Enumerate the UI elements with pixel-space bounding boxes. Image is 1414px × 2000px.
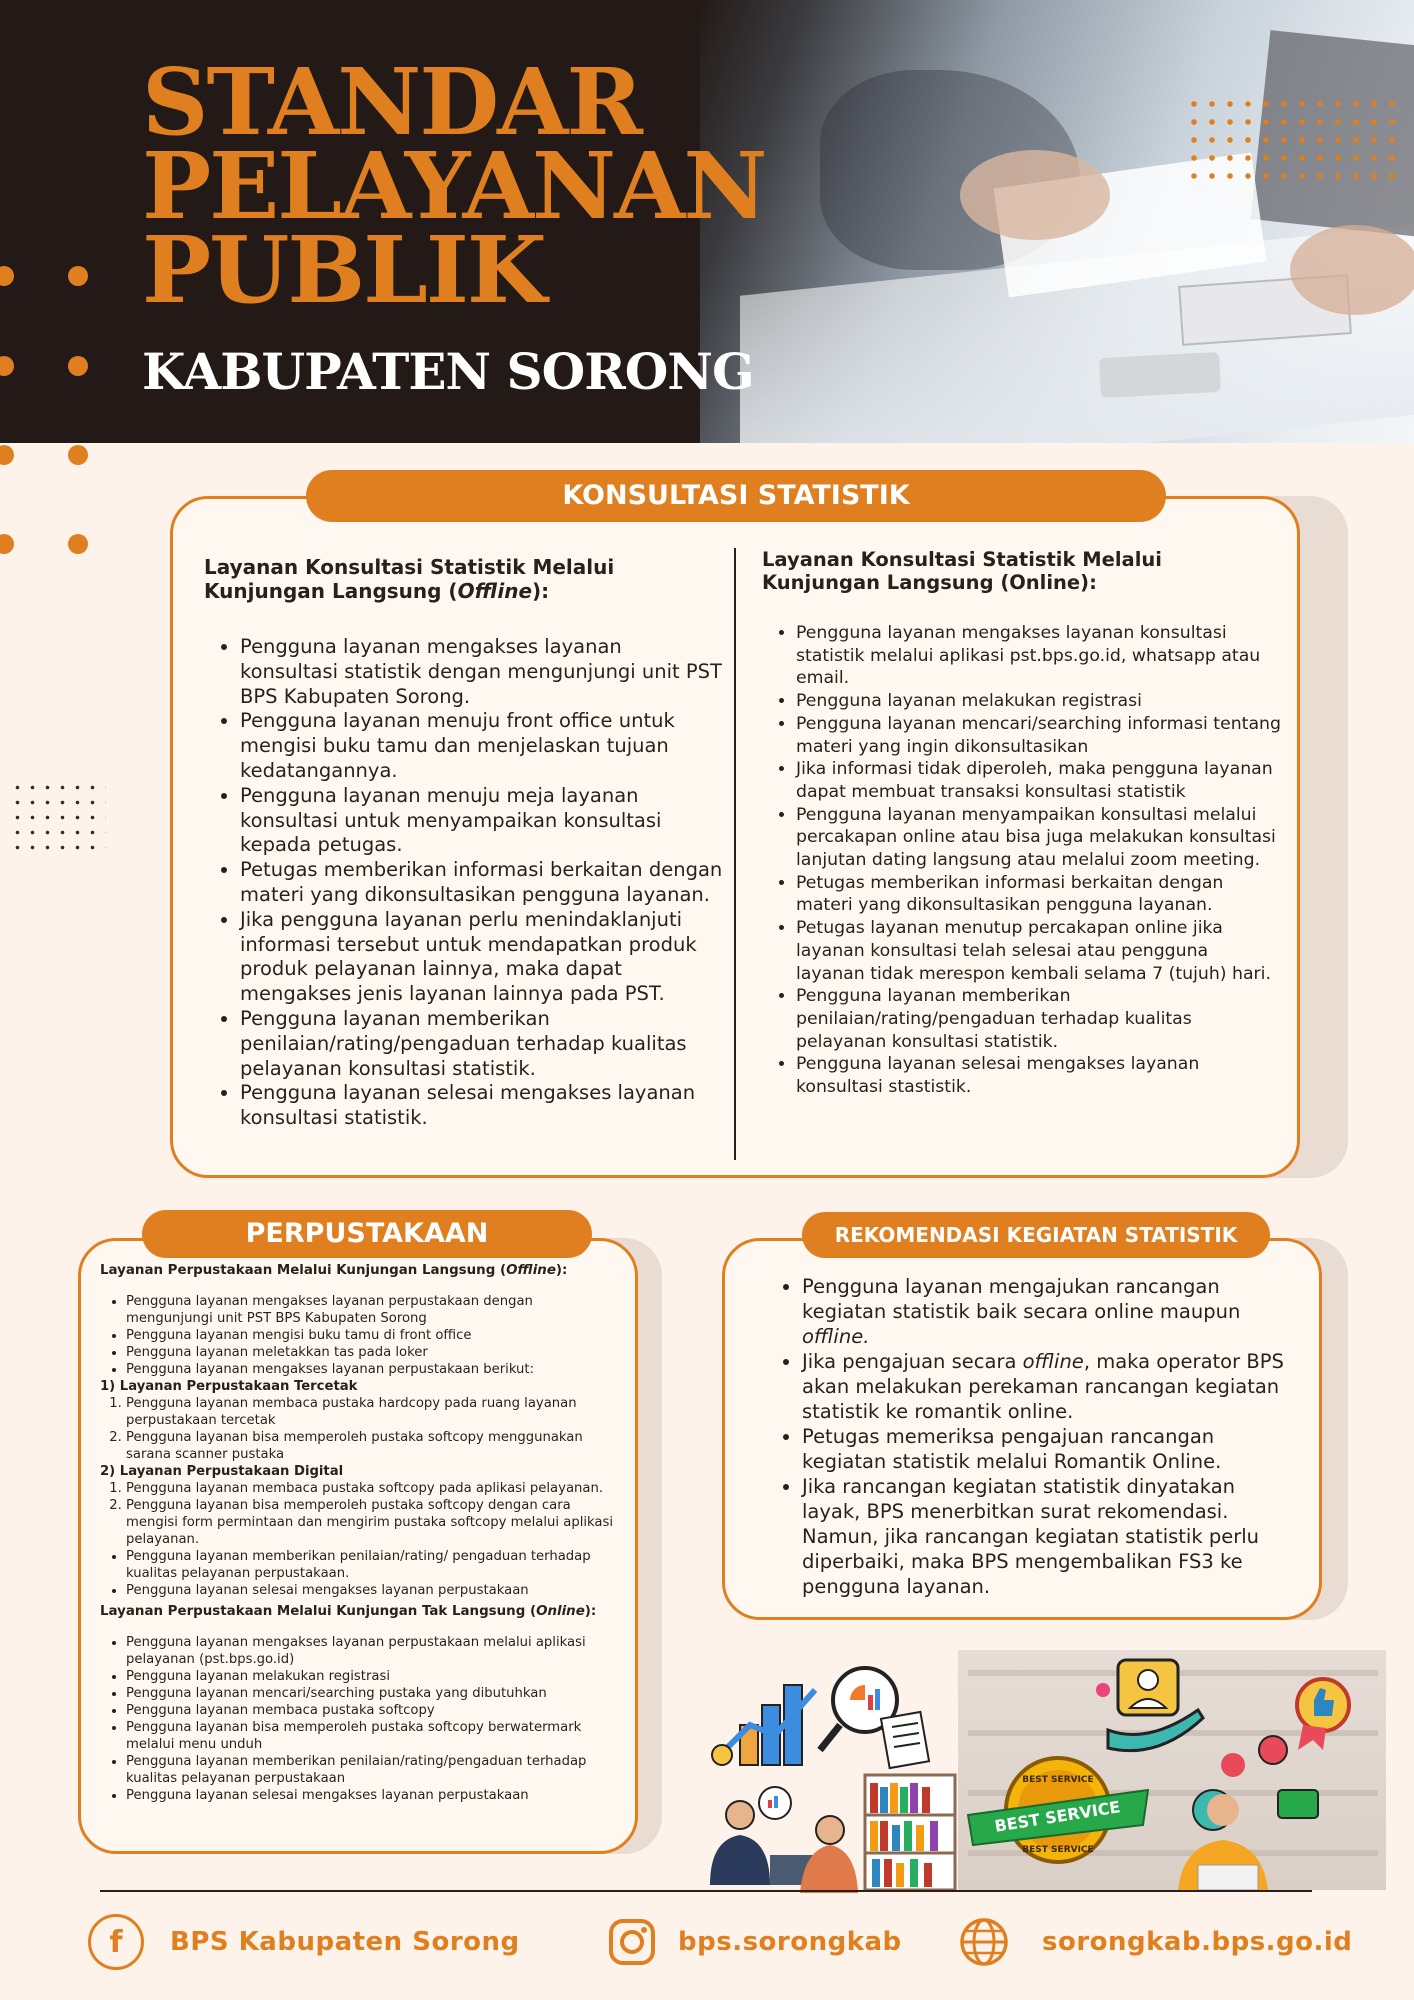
footer-instagram[interactable] xyxy=(604,1912,902,1972)
list-item: • Pengguna layanan mengakses layanan konsultasi statistik melalui aplikasi pst.bps.go.id, whatsapp atau email. xyxy=(796,622,1282,690)
list-item: • Pengguna layanan melakukan registrasi xyxy=(126,1668,620,1685)
list-item: • Pengguna layanan mengakses layanan konsultasi statistik dengan mengunjungi unit PST BPS Kabupaten Sorong. xyxy=(240,635,724,709)
konsultasi-online-column xyxy=(762,548,1282,1099)
website-url: sorongkab.bps.go.id xyxy=(1042,1927,1353,1957)
list-item: • Pengguna layanan menuju meja layanan konsultasi untuk menyampaikan konsultasi kepada petugas. xyxy=(240,784,724,858)
badge-main-text: BEST SERVICE xyxy=(993,1797,1122,1836)
list-item: • Pengguna layanan bisa memperoleh pustaka softcopy berwatermark melalui menu unduh xyxy=(126,1719,620,1753)
decorative-dot xyxy=(68,266,88,286)
list-item: • Pengguna layanan memberikan penilaian/rating/ pengaduan terhadap kualitas pelayanan perpustakaan. xyxy=(126,1548,620,1582)
list-item: • Pengguna layanan meletakkan tas pada loker xyxy=(126,1344,620,1361)
konsultasi-heading: KONSULTASI STATISTIK xyxy=(306,470,1166,522)
globe-icon xyxy=(956,1914,1012,1970)
badge-top-text: BEST SERVICE xyxy=(1022,1775,1094,1785)
page-subtitle: KABUPATEN SORONG xyxy=(142,342,754,401)
rekomendasi-content xyxy=(768,1274,1288,1599)
perpustakaan-cetak-list xyxy=(100,1395,620,1463)
bar-chart-icon xyxy=(712,1685,815,1765)
decorative-dot xyxy=(0,534,14,554)
consultation-people-icon xyxy=(710,1787,858,1893)
list-item: • Pengguna layanan mengisi buku tamu di front office xyxy=(126,1327,620,1344)
list-item: • Pengguna layanan selesai mengakses layanan perpustakaan xyxy=(126,1787,620,1804)
list-item: • Pengguna layanan memberikan penilaian/rating/pengaduan terhadap kualitas pelayanan konsultasi statistik. xyxy=(240,1007,724,1081)
perpustakaan-offline-list-end xyxy=(100,1548,620,1599)
rekomendasi-list xyxy=(768,1274,1288,1599)
list-item: • Pengguna layanan mengakses layanan perpustakaan dengan mengunjungi unit PST BPS Kabupaten Sorong xyxy=(126,1293,620,1327)
decorative-dot xyxy=(0,445,14,465)
instagram-icon xyxy=(604,1914,660,1970)
best-service-badge xyxy=(968,1758,1148,1862)
list-item: 2. Pengguna layanan bisa memperoleh pustaka softcopy menggunakan sarana scanner pustaka xyxy=(126,1429,620,1463)
title-line-3: PUBLIK xyxy=(142,216,545,324)
konsultasi-offline-column xyxy=(204,555,724,1131)
list-item: • Pengguna layanan mencari/searching pustaka yang dibutuhkan xyxy=(126,1685,620,1702)
list-item: • Pengguna layanan memberikan penilaian/rating/pengaduan terhadap kualitas pelayanan perpustakaan xyxy=(126,1753,620,1787)
bookshelf-icon xyxy=(865,1775,955,1890)
best-service-illustration xyxy=(958,1650,1386,1890)
title-line-2: PELAYANAN xyxy=(142,132,766,240)
facebook-handle: BPS Kabupaten Sorong xyxy=(170,1927,520,1957)
instagram-handle: bps.sorongkab xyxy=(678,1927,902,1957)
decorative-small-dots xyxy=(10,780,106,852)
list-item: • Pengguna layanan menyampaikan konsultasi melalui percakapan online atau bisa juga melakukan konsultasi lanjutan dating langsung atau melalui zoom meeting. xyxy=(796,804,1282,872)
list-item: • Petugas memeriksa pengajuan rancangan kegiatan statistik melalui Romantik Online. xyxy=(802,1424,1288,1474)
header-banner xyxy=(0,0,1414,443)
perpustakaan-offline-list xyxy=(100,1293,620,1378)
list-item: 1. Pengguna layanan membaca pustaka hardcopy pada ruang layanan perpustakaan tercetak xyxy=(126,1395,620,1429)
footer-website[interactable] xyxy=(956,1912,1352,1972)
konsultasi-online-list xyxy=(762,622,1282,1099)
list-item: • Pengguna layanan selesai mengakses layanan konsultasi stastistik. xyxy=(796,1053,1282,1098)
rekomendasi-heading: REKOMENDASI KEGIATAN STATISTIK xyxy=(802,1212,1270,1258)
perpustakaan-digital-list xyxy=(100,1480,620,1548)
konsultasi-offline-title: Layanan Konsultasi Statistik Melalui Kunjungan Langsung (Offline): xyxy=(204,555,615,603)
list-item: • Pengguna layanan selesai mengakses layanan perpustakaan xyxy=(126,1582,620,1599)
list-item: • Pengguna layanan membaca pustaka softcopy xyxy=(126,1702,620,1719)
list-item: • Petugas layanan menutup percakapan online jika layanan konsultasi telah selesai atau pengguna layanan tidak merespon kembali selama 7 (tujuh) hari. xyxy=(796,917,1282,985)
konsultasi-online-title: Layanan Konsultasi Statistik Melalui Kunjungan Langsung (Online): xyxy=(762,548,1162,594)
list-item: • Pengguna layanan mengajukan rancangan kegiatan statistik baik secara online maupun offline. xyxy=(802,1274,1288,1349)
title-line-1: STANDAR xyxy=(142,48,641,156)
perpustakaan-online-title: Layanan Perpustakaan Melalui Kunjungan Tak Langsung (Online): xyxy=(100,1604,597,1619)
decorative-dot xyxy=(68,445,88,465)
perpustakaan-digital-title: 2) Layanan Perpustakaan Digital xyxy=(100,1464,344,1479)
list-item: • Pengguna layanan menuju front office untuk mengisi buku tamu dan menjelaskan tujuan kedatangannya. xyxy=(240,709,724,783)
page-title xyxy=(142,48,766,324)
footer-facebook[interactable] xyxy=(88,1912,520,1972)
decorative-dot xyxy=(68,534,88,554)
office-photo xyxy=(700,0,1414,443)
list-item: • Pengguna layanan memberikan penilaian/rating/pengaduan terhadap kualitas pelayanan konsultasi statistik. xyxy=(796,985,1282,1053)
footer-divider xyxy=(100,1890,1312,1892)
badge-bottom-text: BEST SERVICE xyxy=(1022,1845,1094,1855)
list-item: • Jika rancangan kegiatan statistik dinyatakan layak, BPS menerbitkan surat rekomendasi. Namun, jika rancangan kegiatan statistik perlu diperbaiki, maka BPS mengembalikan FS3 ke pengguna layanan. xyxy=(802,1474,1288,1599)
magnifier-chart-icon xyxy=(820,1668,929,1768)
statistics-illustration xyxy=(700,1655,960,1895)
thumbs-up-medal-icon xyxy=(1297,1679,1349,1750)
list-item: • Jika pengajuan secara offline, maka operator BPS akan melakukan perekaman rancangan kegiatan statistik ke romantik online. xyxy=(802,1349,1288,1424)
perpustakaan-offline-title: Layanan Perpustakaan Melalui Kunjungan Langsung (Offline): xyxy=(100,1263,568,1278)
list-item: • Jika pengguna layanan perlu menindaklanjuti informasi tersebut untuk mendapatkan produk produk pelayanan lainnya, maka dapat mengakses jenis layanan lainnya pada PST. xyxy=(240,908,724,1007)
list-item: • Pengguna layanan mencari/searching informasi tentang materi yang ingin dikonsultasikan xyxy=(796,713,1282,758)
konsultasi-offline-list xyxy=(204,635,724,1131)
perpustakaan-online-list xyxy=(100,1634,620,1804)
decorative-dot-grid xyxy=(1185,95,1405,185)
perpustakaan-heading: PERPUSTAKAAN xyxy=(142,1210,592,1258)
list-item: • Petugas memberikan informasi berkaitan dengan materi yang dikonsultasikan pengguna layanan. xyxy=(796,872,1282,917)
list-item: 1. Pengguna layanan membaca pustaka softcopy pada aplikasi pelayanan. xyxy=(126,1480,620,1497)
column-divider xyxy=(734,548,736,1160)
facebook-icon: f xyxy=(88,1914,144,1970)
list-item: • Pengguna layanan melakukan registrasi xyxy=(796,690,1282,713)
customer-service-agent-icon xyxy=(1178,1736,1318,1890)
decorative-dot xyxy=(68,356,88,376)
list-item: 2. Pengguna layanan bisa memperoleh pustaka softcopy dengan cara mengisi form permintaan dan mengirim pustaka softcopy melalui aplikasi pelayanan. xyxy=(126,1497,620,1548)
list-item: • Pengguna layanan selesai mengakses layanan konsultasi statistik. xyxy=(240,1081,724,1131)
list-item: • Jika informasi tidak diperoleh, maka pengguna layanan dapat membuat transaksi konsultasi statistik xyxy=(796,758,1282,803)
perpustakaan-cetak-title: 1) Layanan Perpustakaan Tercetak xyxy=(100,1379,358,1394)
list-item: • Petugas memberikan informasi berkaitan dengan materi yang dikonsultasikan pengguna layanan. xyxy=(240,858,724,908)
list-item: • Pengguna layanan mengakses layanan perpustakaan melalui aplikasi pelayanan (pst.bps.go.id) xyxy=(126,1634,620,1668)
list-item: • Pengguna layanan mengakses layanan perpustakaan berikut: xyxy=(126,1361,620,1378)
perpustakaan-content xyxy=(100,1262,620,1804)
